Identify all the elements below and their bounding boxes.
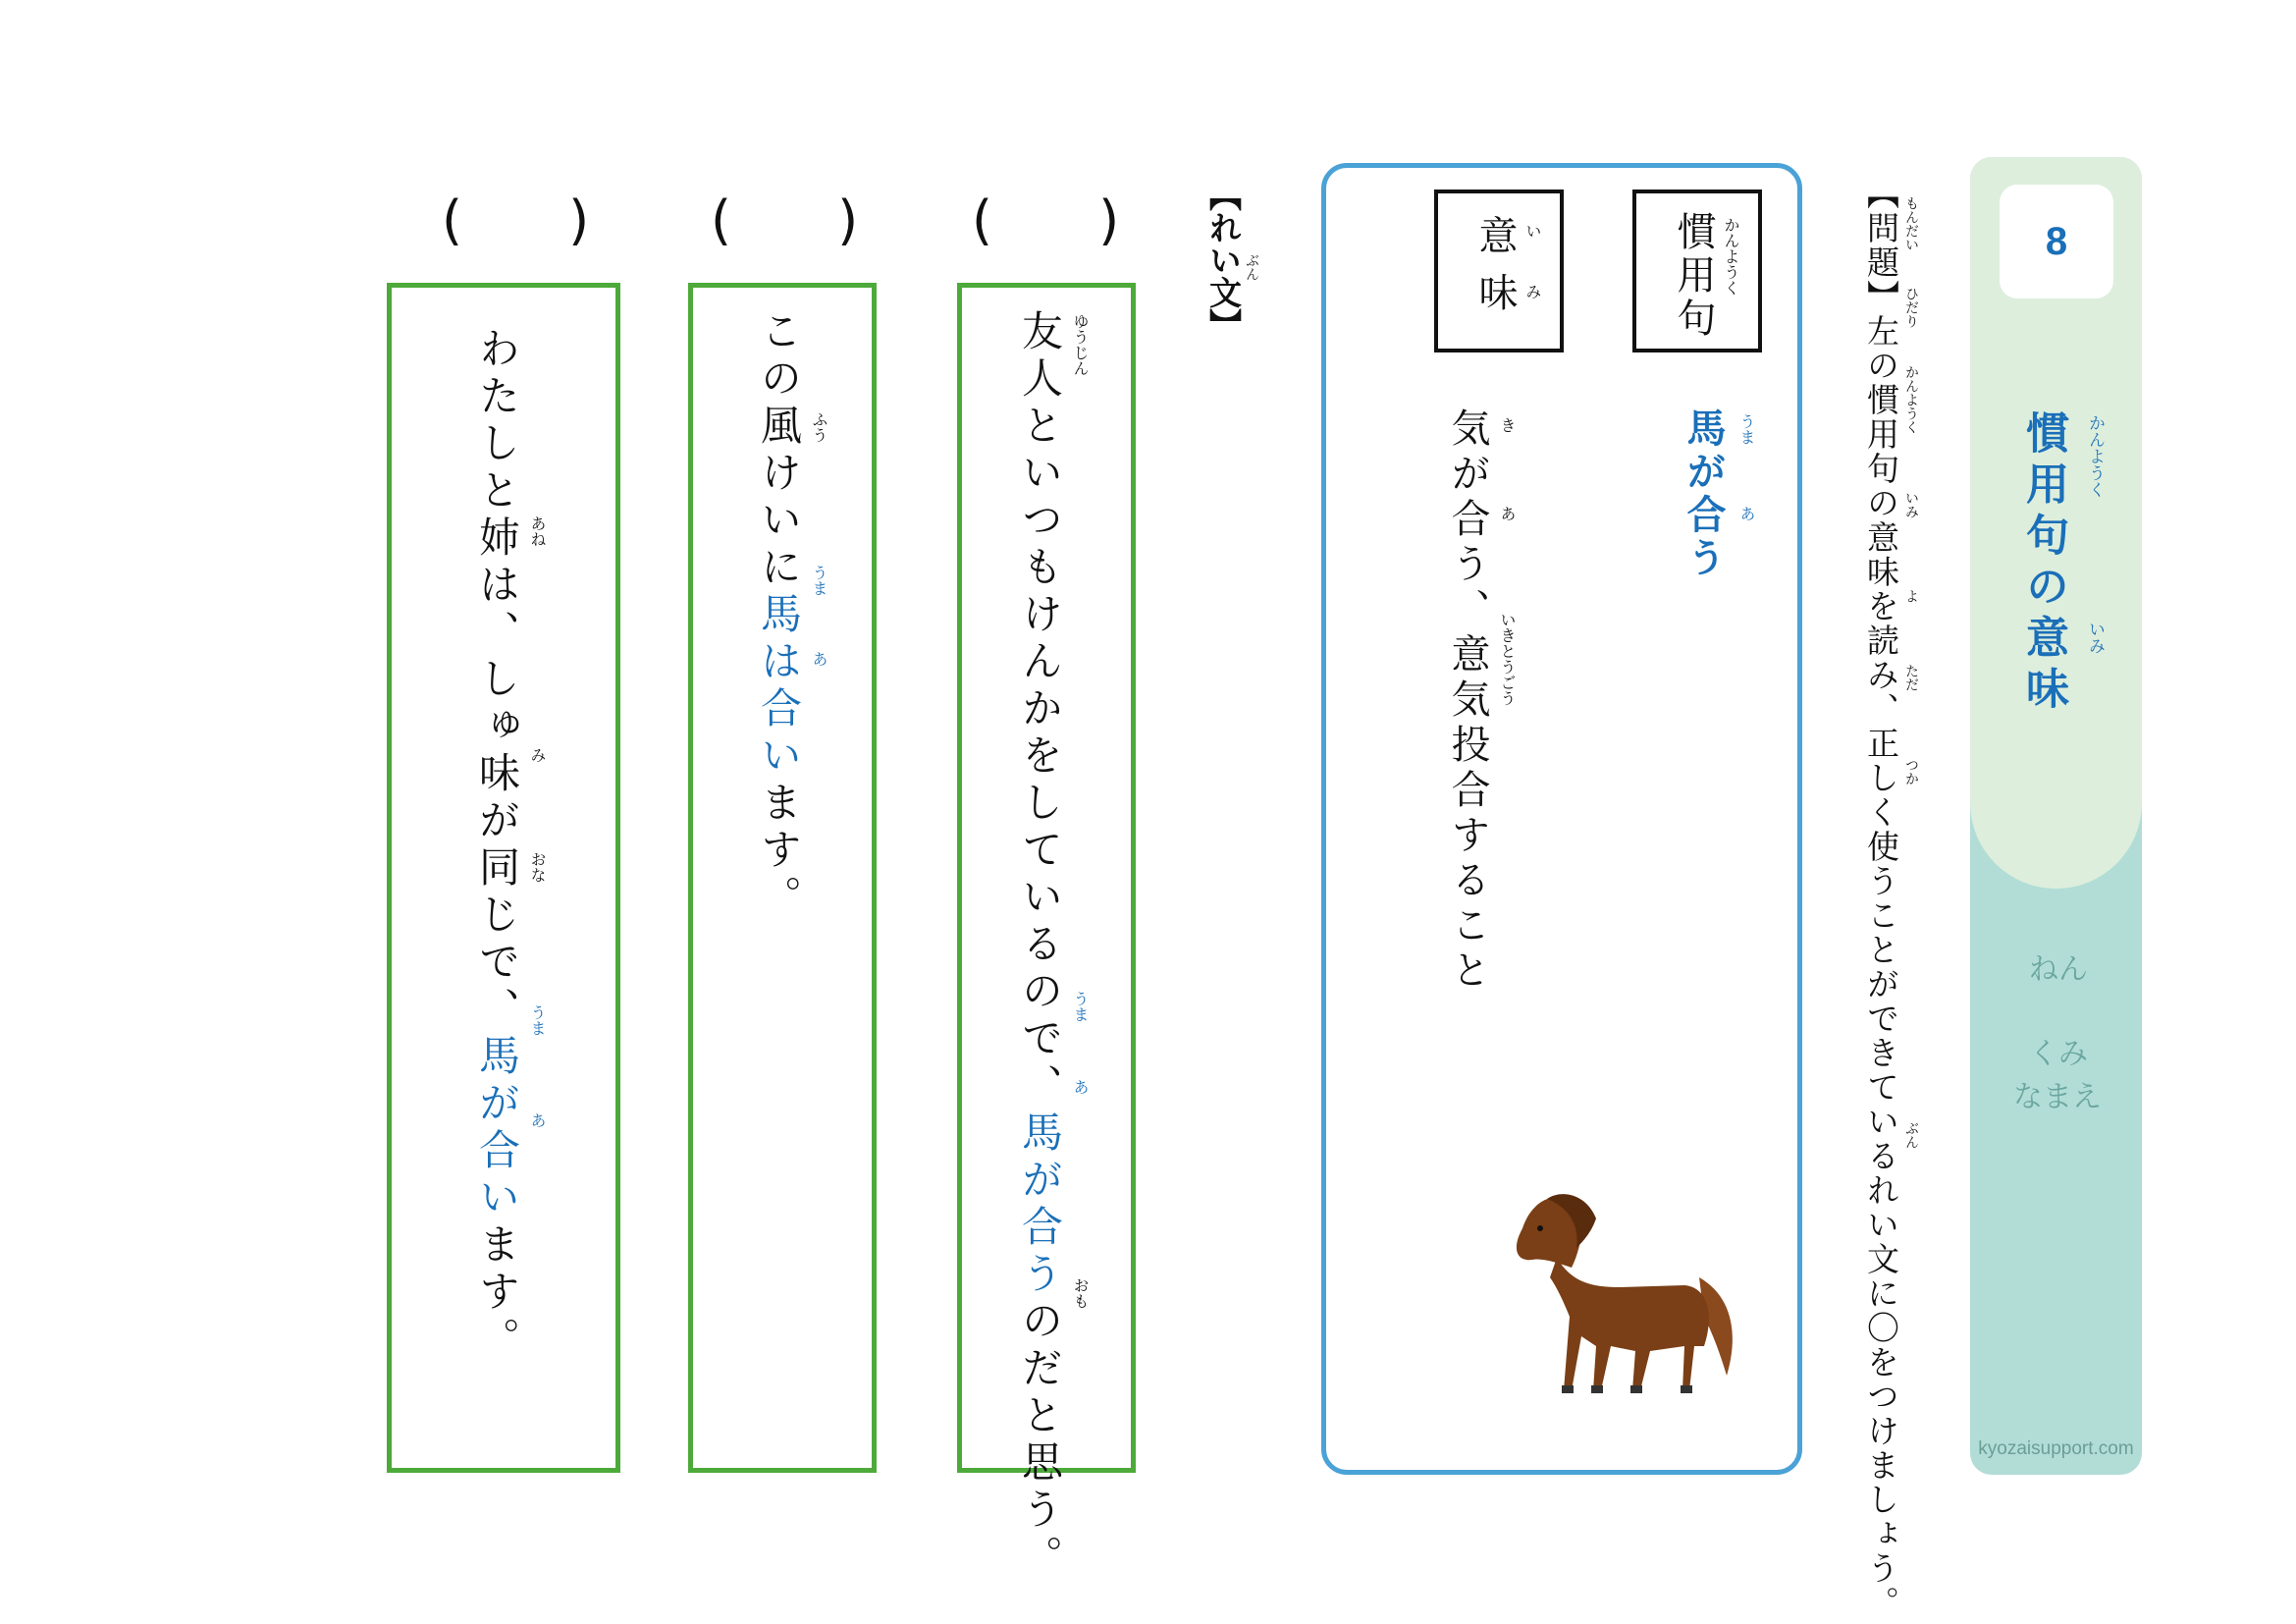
example-2-furigana-1: ふう bbox=[810, 411, 828, 443]
example-1-furigana-2: うま bbox=[1071, 991, 1090, 1022]
example-3-furigana-1: あね bbox=[528, 515, 547, 547]
example-box-1 bbox=[957, 283, 1136, 1582]
example-2-text bbox=[755, 309, 803, 922]
example-3-furigana-5: あ bbox=[528, 1112, 547, 1128]
class-label: くみ bbox=[2029, 1037, 2088, 1071]
meaning-label-box bbox=[1434, 189, 1564, 352]
year-label: ねん bbox=[2029, 952, 2088, 987]
example-1-furigana-4: おも bbox=[1071, 1277, 1090, 1309]
instr-furigana-7: つか bbox=[1903, 758, 1919, 785]
idiom-furigana-1: うま bbox=[1737, 413, 1756, 445]
horse-icon bbox=[1503, 1189, 1748, 1425]
answer-paren-1[interactable]: ( ) bbox=[972, 189, 1120, 251]
instr-furigana-1: もんだい bbox=[1903, 196, 1919, 251]
meaning-furigana-1: い bbox=[1523, 223, 1542, 239]
example-heading-furigana: ぶん bbox=[1244, 253, 1259, 281]
instr-furigana-5: よ bbox=[1903, 589, 1919, 603]
example-3-part-3: ます。 bbox=[473, 1222, 521, 1364]
example-1-part-1: 友人といつもけんかをしているので、 bbox=[1016, 309, 1064, 1110]
example-1-idiom: 馬が合う bbox=[1016, 1110, 1064, 1299]
title-furigana-1: かんようく bbox=[2085, 414, 2105, 498]
example-heading: 【れい文】 bbox=[1204, 179, 1243, 341]
answer-paren-2[interactable]: ( ) bbox=[711, 189, 859, 251]
meaning-furigana-2: み bbox=[1523, 284, 1542, 299]
example-1-furigana-3: あ bbox=[1071, 1079, 1090, 1095]
idiom-furigana-2: あ bbox=[1737, 506, 1756, 521]
answer-paren-3[interactable]: ( ) bbox=[442, 189, 590, 251]
example-2-furigana-3: あ bbox=[810, 651, 828, 667]
idiom-label-furigana: かんようく bbox=[1722, 217, 1740, 296]
sidebar bbox=[1970, 157, 2142, 1475]
meaning-text: 気が合う、意気投合すること bbox=[1445, 407, 1490, 995]
example-2-part-3: ます。 bbox=[755, 781, 803, 922]
idiom-label: 慣用句 bbox=[1671, 211, 1716, 341]
meaning-label: 意味 bbox=[1472, 215, 1518, 329]
example-3-part-1: わたしと姉は、しゅ味が同じで、 bbox=[473, 327, 521, 1034]
instructions: 【問題】左の慣用句の意味を読み、正しく使うことができているれい文に〇をつけましょう。 bbox=[1862, 177, 1900, 1620]
example-2-idiom: 馬は合い bbox=[755, 592, 803, 781]
instr-furigana-4: いみ bbox=[1903, 491, 1919, 518]
example-1-part-3: のだと思う。 bbox=[1016, 1299, 1064, 1582]
example-3-idiom: 馬が合い bbox=[473, 1034, 521, 1222]
instr-furigana-3: かんようく bbox=[1903, 365, 1919, 434]
worksheet-number: 8 bbox=[2000, 185, 2113, 298]
idiom-label-box bbox=[1632, 189, 1762, 352]
meaning-text-furigana-3: いきとうごう bbox=[1498, 612, 1517, 706]
name-label: なまえ bbox=[2013, 1080, 2102, 1114]
instr-furigana-6: ただ bbox=[1903, 664, 1919, 691]
idiom-card bbox=[1321, 163, 1802, 1475]
meaning-text-furigana-1: き bbox=[1498, 417, 1517, 433]
title-furigana-2: いみ bbox=[2085, 621, 2105, 654]
instr-furigana-8: ぶん bbox=[1903, 1121, 1919, 1149]
idiom-text: 馬が合う bbox=[1681, 407, 1726, 580]
worksheet-title: 慣用句の意味 bbox=[2018, 410, 2068, 717]
example-2-furigana-2: うま bbox=[810, 565, 828, 596]
example-1-text bbox=[1016, 309, 1064, 1582]
example-1-furigana-1: ゆうじん bbox=[1071, 313, 1090, 376]
example-2-part-1: この風けいに bbox=[755, 309, 803, 592]
example-3-text bbox=[473, 327, 521, 1364]
example-box-2 bbox=[688, 283, 877, 1473]
example-3-furigana-4: うま bbox=[528, 1004, 547, 1036]
example-3-furigana-2: み bbox=[528, 747, 547, 763]
meaning-text-furigana-2: あ bbox=[1498, 506, 1517, 521]
example-3-furigana-3: おな bbox=[528, 851, 547, 883]
site-credit: kyozaisupport.com bbox=[1978, 1438, 2134, 1459]
example-box-3 bbox=[387, 283, 620, 1473]
instr-furigana-2: ひだり bbox=[1903, 287, 1919, 328]
